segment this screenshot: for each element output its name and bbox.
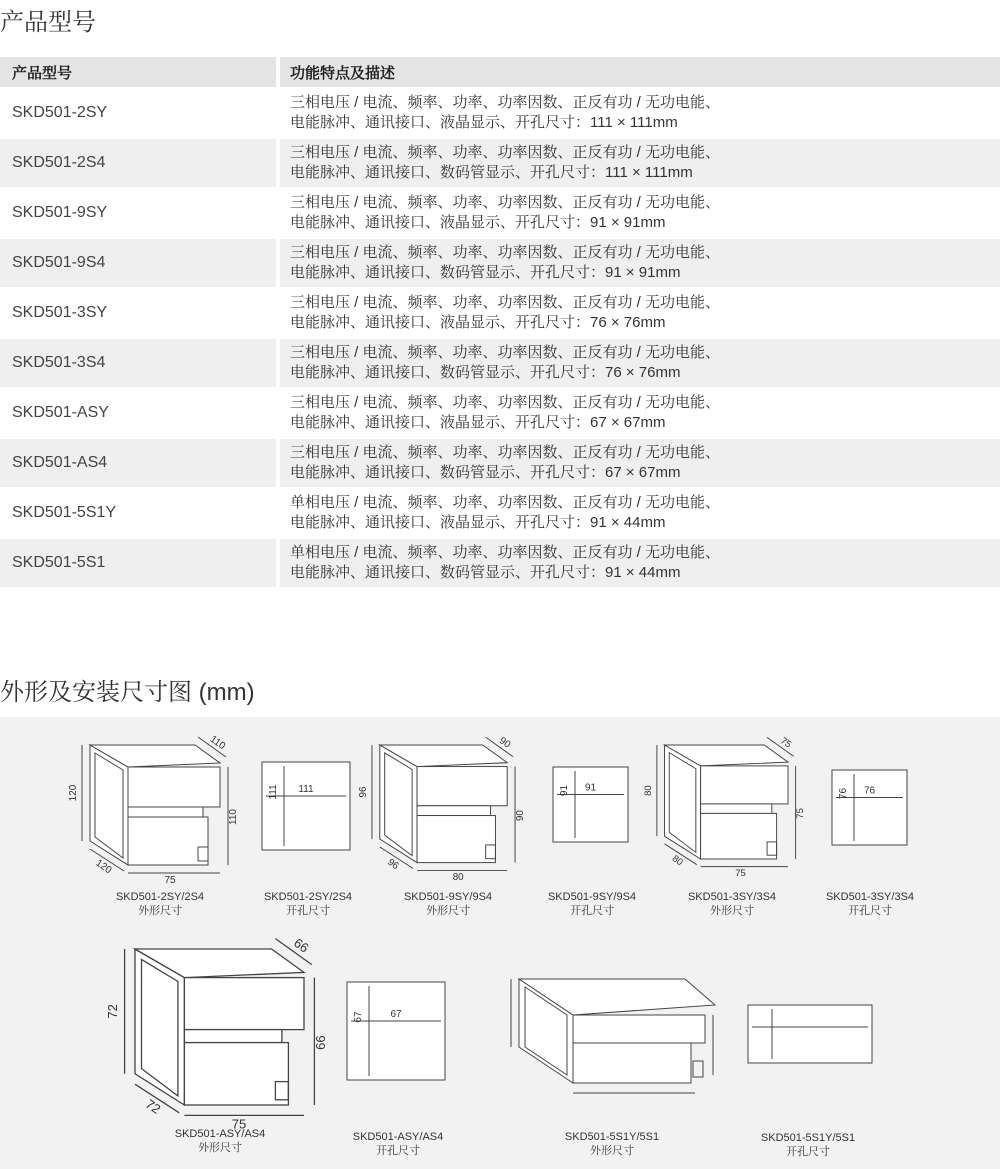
dim-label-right-height: 90	[514, 810, 526, 822]
description-line-1: 三相电压 / 电流、频率、功率、功率因数、正反有功 / 无功电能、	[290, 294, 721, 311]
caption-type: 开孔尺寸	[286, 905, 330, 917]
outline-drawing	[68, 734, 239, 886]
dim-label-depth: 110	[207, 733, 228, 753]
caption-model: SKD501-3SY/3S4	[687, 891, 777, 903]
caption-type: 开孔尺寸	[786, 1146, 830, 1158]
caption-model: SKD501-5S1Y/5S1	[760, 1132, 856, 1144]
diagram-caption	[368, 890, 528, 918]
table-row	[0, 489, 1000, 539]
caption-type: 开孔尺寸	[376, 1145, 420, 1157]
caption-type: 外形尺寸	[590, 1145, 634, 1157]
body-upper	[417, 767, 507, 806]
dim-label-front-height: 72	[104, 1004, 120, 1019]
dim-label-depth: 75	[778, 735, 794, 751]
table-row	[0, 389, 1000, 439]
description-cell	[280, 289, 1000, 339]
description-line-1: 三相电压 / 电流、频率、功率、功率因数、正反有功 / 无功电能、	[290, 194, 721, 211]
diagram-caption	[318, 1130, 478, 1158]
description-cell	[280, 539, 1000, 589]
description-line-1: 三相电压 / 电流、频率、功率、功率因数、正反有功 / 无功电能、	[290, 344, 721, 361]
dim-label-front-width: 96	[385, 856, 401, 873]
dim-label-cutout-width: 67	[390, 1009, 402, 1020]
caption-type: 外形尺寸	[710, 905, 754, 917]
diagram-caption	[532, 1130, 692, 1158]
description-line-1: 三相电压 / 电流、频率、功率、功率因数、正反有功 / 无功电能、	[290, 444, 721, 461]
table-row	[0, 339, 1000, 389]
diagram-caption	[228, 890, 388, 918]
table-row	[0, 289, 1000, 339]
model-cell: SKD501-2SY	[0, 89, 280, 139]
dim-label-cutout-height: 91	[559, 784, 570, 797]
description-line-2: 电能脉冲、通讯接口、液晶显示、开孔尺寸：91 × 91mm	[290, 214, 666, 231]
caption-model: SKD501-2SY/2S4	[263, 891, 353, 903]
cutout-drawing	[553, 767, 628, 842]
body-neck	[701, 804, 772, 814]
body-upper	[573, 1015, 705, 1043]
outline-drawing-wide	[511, 979, 715, 1093]
description-line-2: 电能脉冲、通讯接口、数码管显示、开孔尺寸：111 × 111mm	[290, 164, 693, 181]
diagram-caption	[652, 890, 812, 918]
table-row	[0, 89, 1000, 139]
description-cell	[280, 489, 1000, 539]
cutout-drawing-wide	[748, 1005, 872, 1063]
cutout-drawing	[347, 982, 445, 1080]
model-cell: SKD501-3SY	[0, 289, 280, 339]
diagram-caption	[512, 890, 672, 918]
dim-label-depth: 66	[291, 935, 312, 956]
dim-label-bottom: 75	[735, 868, 746, 880]
model-cell: SKD501-5S1	[0, 539, 280, 589]
caption-type: 外形尺寸	[198, 1142, 242, 1154]
caption-model: SKD501-ASY/AS4	[174, 1128, 266, 1140]
terminal-block	[693, 1061, 703, 1077]
description-line-2: 电能脉冲、通讯接口、数码管显示、开孔尺寸：91 × 91mm	[290, 264, 681, 281]
dim-label-bottom: 75	[231, 1116, 247, 1132]
body-lower	[417, 816, 495, 863]
description-line-1: 单相电压 / 电流、频率、功率、功率因数、正反有功 / 无功电能、	[290, 494, 721, 511]
description-line-2: 电能脉冲、通讯接口、液晶显示、开孔尺寸：76 × 76mm	[290, 314, 666, 331]
description-line-2: 电能脉冲、通讯接口、液晶显示、开孔尺寸：91 × 44mm	[290, 514, 666, 531]
caption-type: 开孔尺寸	[570, 905, 614, 917]
column-header-description: 功能特点及描述	[280, 57, 1000, 89]
models-section-title: 产品型号	[0, 9, 96, 36]
dim-label-front-height: 80	[643, 785, 655, 796]
body-neck	[184, 1030, 282, 1043]
dim-label-cutout-width: 91	[584, 782, 597, 794]
body-lower	[128, 817, 208, 865]
outline-drawing	[643, 735, 806, 879]
body-neck	[417, 806, 491, 816]
dim-label-bottom: 75	[164, 875, 176, 886]
diagram-caption	[140, 1127, 300, 1155]
cutout-square	[262, 762, 350, 850]
caption-model: SKD501-9SY/9S4	[547, 891, 637, 903]
dimension-drawings	[0, 717, 1000, 1169]
description-line-2: 电能脉冲、通讯接口、数码管显示、开孔尺寸：67 × 67mm	[290, 464, 681, 481]
body-upper	[184, 978, 304, 1030]
dim-label-cutout-height: 111	[268, 784, 279, 800]
description-line-2: 电能脉冲、通讯接口、数码管显示、开孔尺寸：76 × 76mm	[290, 364, 681, 381]
diagram-caption	[790, 890, 950, 918]
models-table	[0, 57, 1000, 589]
dim-label-front-height: 120	[68, 784, 79, 802]
dim-label-front-height: 96	[358, 786, 370, 798]
dim-label-depth: 90	[497, 735, 513, 751]
outline-drawing	[358, 735, 526, 883]
description-cell	[280, 139, 1000, 189]
description-cell	[280, 339, 1000, 389]
body-lower	[573, 1043, 691, 1083]
description-cell	[280, 389, 1000, 439]
model-cell: SKD501-ASY	[0, 389, 280, 439]
table-row	[0, 439, 1000, 489]
body-upper	[128, 767, 220, 807]
cutout-square	[832, 770, 907, 845]
table-row	[0, 189, 1000, 239]
description-cell	[280, 189, 1000, 239]
column-header-model: 产品型号	[0, 57, 280, 89]
diagram-caption	[80, 890, 240, 918]
body-lower	[184, 1043, 288, 1105]
dim-label-right-height: 110	[228, 809, 239, 825]
description-line-2: 电能脉冲、通讯接口、液晶显示、开孔尺寸：111 × 111mm	[290, 114, 678, 131]
description-line-1: 三相电压 / 电流、频率、功率、功率因数、正反有功 / 无功电能、	[290, 244, 721, 261]
body-neck	[128, 807, 203, 817]
description-cell	[280, 239, 1000, 289]
caption-model: SKD501-ASY/AS4	[352, 1131, 444, 1143]
description-line-1: 单相电压 / 电流、频率、功率、功率因数、正反有功 / 无功电能、	[290, 544, 721, 561]
model-cell: SKD501-9S4	[0, 239, 280, 289]
dim-label-cutout-width: 111	[298, 784, 314, 795]
outline-drawing	[105, 935, 328, 1131]
dim-label-bottom: 80	[452, 872, 464, 884]
cutout-drawing	[262, 762, 350, 850]
table-row	[0, 539, 1000, 589]
cutout-square	[347, 982, 445, 1080]
dimension-drawings-panel	[0, 717, 1000, 1169]
diagram-caption	[728, 1131, 888, 1159]
table-header-row	[0, 57, 1000, 89]
model-cell: SKD501-9SY	[0, 189, 280, 239]
table-row	[0, 239, 1000, 289]
model-cell: SKD501-3S4	[0, 339, 280, 389]
dimensions-section-title: 外形及安装尺寸图 (mm)	[0, 679, 255, 706]
model-cell: SKD501-AS4	[0, 439, 280, 489]
model-cell: SKD501-5S1Y	[0, 489, 280, 539]
description-line-2: 电能脉冲、通讯接口、液晶显示、开孔尺寸：67 × 67mm	[290, 414, 666, 431]
caption-type: 开孔尺寸	[848, 905, 892, 917]
body-upper	[701, 766, 788, 804]
dim-label-front-width: 120	[93, 857, 114, 877]
body-lower	[701, 813, 777, 859]
dim-label-front-width: 72	[142, 1096, 164, 1117]
caption-type: 外形尺寸	[138, 905, 182, 917]
caption-model: SKD501-9SY/9S4	[403, 891, 493, 903]
description-line-1: 三相电压 / 电流、频率、功率、功率因数、正反有功 / 无功电能、	[290, 394, 721, 411]
dim-label-cutout-height: 67	[353, 1011, 364, 1023]
dim-label-cutout-width: 76	[863, 785, 876, 797]
dim-label-right-height: 66	[312, 1035, 328, 1050]
description-line-1: 三相电压 / 电流、频率、功率、功率因数、正反有功 / 无功电能、	[290, 144, 721, 161]
description-cell	[280, 89, 1000, 139]
dim-label-cutout-height: 76	[838, 787, 849, 800]
cutout-rectangle	[748, 1005, 872, 1063]
description-cell	[280, 439, 1000, 489]
caption-model: SKD501-3SY/3S4	[825, 891, 915, 903]
table-row	[0, 139, 1000, 189]
cutout-square	[553, 767, 628, 842]
description-line-1: 三相电压 / 电流、频率、功率、功率因数、正反有功 / 无功电能、	[290, 94, 721, 111]
cutout-drawing	[832, 770, 907, 845]
dim-label-right-height: 75	[795, 808, 807, 819]
caption-model: SKD501-2SY/2S4	[115, 891, 205, 903]
caption-model: SKD501-5S1Y/5S1	[564, 1131, 660, 1143]
dim-label-front-width: 80	[669, 853, 685, 869]
caption-type: 外形尺寸	[426, 905, 470, 917]
description-line-2: 电能脉冲、通讯接口、数码管显示、开孔尺寸：91 × 44mm	[290, 564, 681, 581]
model-cell: SKD501-2S4	[0, 139, 280, 189]
